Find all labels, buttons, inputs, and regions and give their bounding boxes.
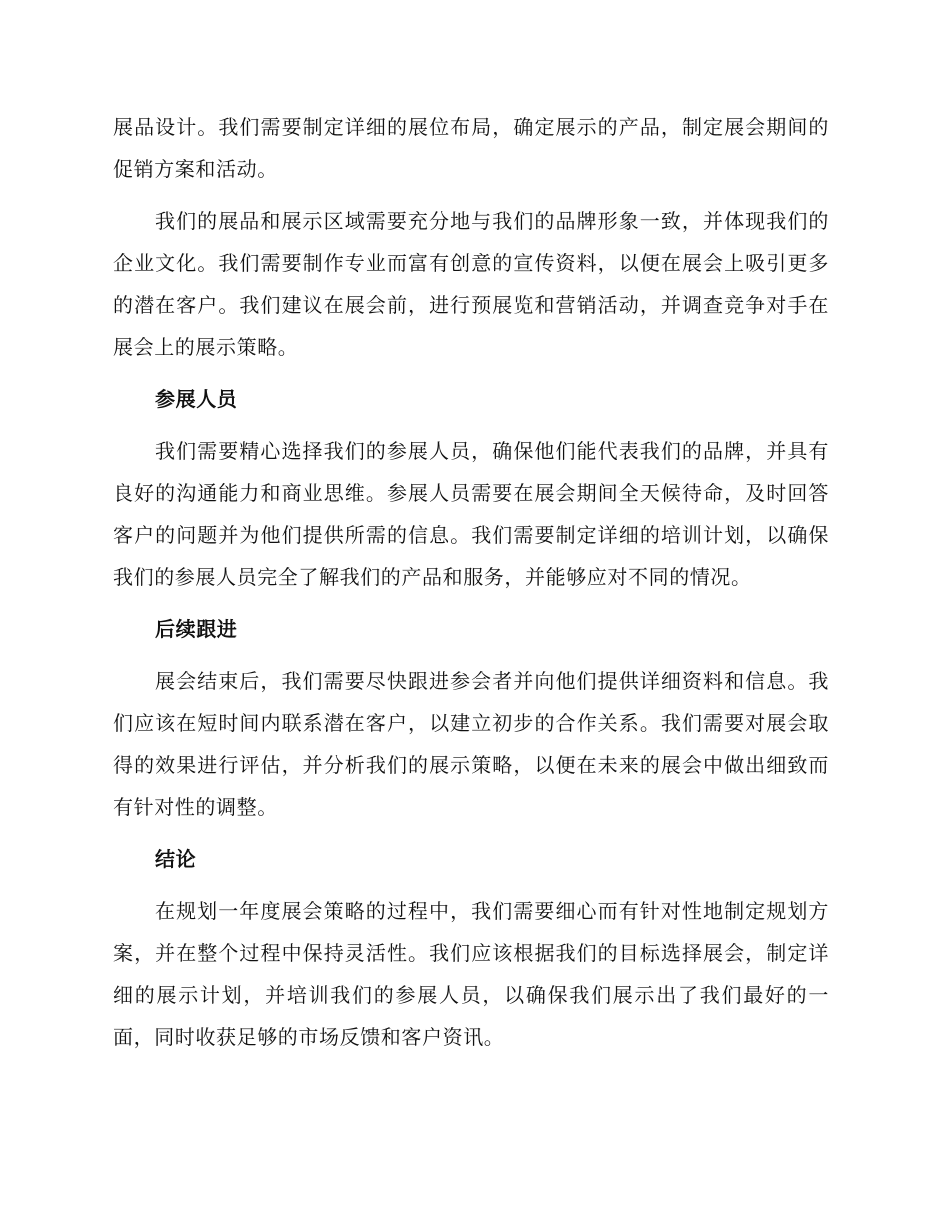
document-body <box>113 106 829 1058</box>
paragraph-conclusion: 在规划一年度展会策略的过程中，我们需要细心而有针对性地制定规划方案，并在整个过程中保持灵活性。我们应该根据我们的目标选择展会，制定详细的展示计划，并培训我们的参展人员，以确保我们展示出了我们最好的一面，同时收获足够的市场反馈和客户资讯。 <box>113 899 829 1049</box>
paragraph-exhibit-design: 展品设计。我们需要制定详细的展位布局，确定展示的产品，制定展会期间的促销方案和活动。 <box>113 115 829 181</box>
paragraph-exhibitors: 我们需要精心选择我们的参展人员，确保他们能代表我们的品牌，并具有良好的沟通能力和商业思维。参展人员需要在展会期间全天候待命，及时回答客户的问题并为他们提供所需的信息。我们需要制定详细的培训计划，以确保我们的参展人员完全了解我们的产品和服务，并能够应对不同的情况。 <box>113 439 829 589</box>
heading-follow-up: 后续跟进 <box>155 617 238 641</box>
paragraph-brand-image: 我们的展品和展示区域需要充分地与我们的品牌形象一致，并体现我们的企业文化。我们需要制作专业而富有创意的宣传资料，以便在展会上吸引更多的潜在客户。我们建议在展会前，进行预展览和营销活动，并调查竞争对手在展会上的展示策略。 <box>113 209 829 359</box>
heading-conclusion: 结论 <box>155 847 197 871</box>
heading-exhibitors: 参展人员 <box>155 387 238 411</box>
paragraph-follow-up: 展会结束后，我们需要尽快跟进参会者并向他们提供详细资料和信息。我们应该在短时间内联系潜在客户，以建立初步的合作关系。我们需要对展会取得的效果进行评估，并分析我们的展示策略，以便在未来的展会中做出细致而有针对性的调整。 <box>113 669 829 819</box>
